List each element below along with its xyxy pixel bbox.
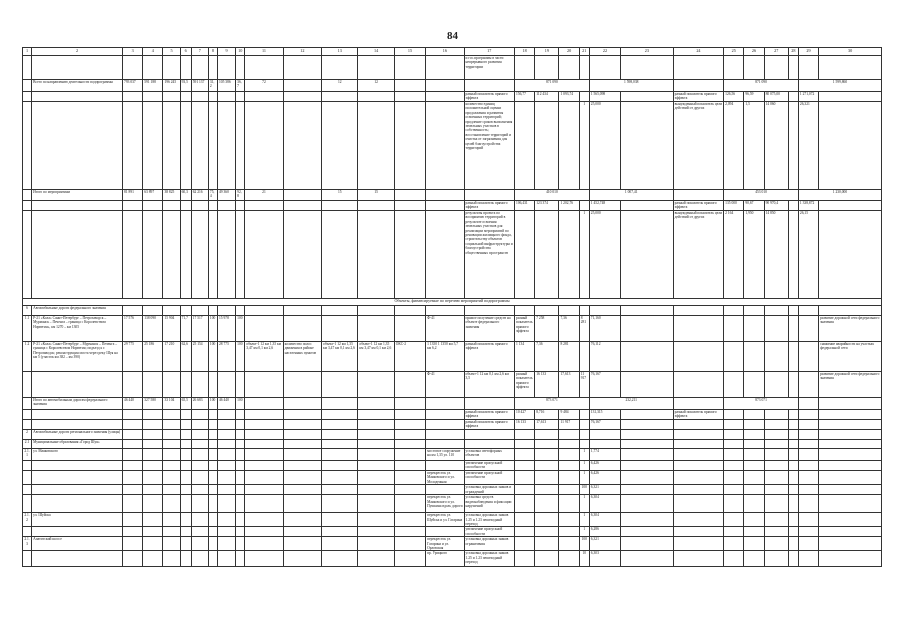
table-cell: ОКС-2 <box>394 342 425 372</box>
table-cell: 126,56 <box>724 92 744 102</box>
table-cell: 2 164 <box>724 211 744 299</box>
table-cell: 16 133 <box>515 420 535 430</box>
header-cell: 9 <box>217 48 235 56</box>
header-cell: 12 <box>283 48 321 56</box>
table-cell: 410 010 <box>515 190 590 201</box>
table-cell: 1.1 <box>23 316 32 342</box>
table-cell: 105 386 <box>217 80 235 92</box>
table-cell: 26,15 <box>798 211 818 299</box>
table-row <box>23 201 882 211</box>
table-cell: 196 245 <box>163 80 180 92</box>
table-cell: Всего по направлению деятельности подпрограммы <box>32 80 123 92</box>
table-cell: 6 <box>23 306 32 316</box>
table-cell: 31,2 <box>208 80 217 92</box>
table-cell: 873 071 <box>724 398 799 410</box>
header-cell: 2 <box>32 48 123 56</box>
table-cell: 25 186 <box>143 342 163 372</box>
table-cell: ул. Шуйска <box>32 513 123 527</box>
header-cell: 29 <box>798 48 818 56</box>
table-cell: Автомобильные дороги регионального значения (улицы) <box>32 430 123 440</box>
table-cell: 2.1 <box>23 440 32 449</box>
table-row <box>23 551 882 567</box>
table-cell: 6,304 <box>589 513 620 527</box>
table-row <box>23 471 882 485</box>
table-cell: 2.1.1 <box>23 449 32 461</box>
table-cell: разный показатель прямого эффекта <box>673 201 724 211</box>
table-cell: 100 <box>208 342 217 372</box>
data-table <box>22 47 882 567</box>
table-cell: разный показатель прямого эффекта <box>464 342 515 372</box>
table-cell: 1 <box>579 495 589 513</box>
table-cell: 28 775 <box>217 342 235 372</box>
header-cell: 30 <box>819 48 882 56</box>
table-cell: 100 <box>208 316 217 342</box>
table-cell: 25,000 <box>589 102 620 190</box>
header-cell: 5 <box>163 48 180 56</box>
table-cell: 17,613 <box>559 372 579 398</box>
header-cell: 21 <box>579 48 589 56</box>
table-cell: 93,5 <box>180 80 191 92</box>
table-cell: 14 060 <box>764 102 788 190</box>
table-cell: 92,8 <box>236 190 245 201</box>
table-cell: перекресток ул. Маяковского и ул. Пушкина вдоль дороги <box>426 495 464 513</box>
table-row <box>23 537 882 551</box>
table-cell: 71,7 <box>180 316 191 342</box>
table-cell: вынужденный показатель цели действий от других <box>673 211 724 299</box>
table-cell: 327 580 <box>143 398 163 410</box>
header-cell: 11 <box>245 48 283 56</box>
table-cell: 7,36 <box>559 316 579 342</box>
table-cell: 1 202,76 <box>559 201 579 211</box>
header-cell: 15 <box>394 48 425 56</box>
table-cell: 2,094 <box>724 102 744 190</box>
table-cell: 873 071 <box>515 398 590 410</box>
table-cell: снижение аварийности на участках федеральной сети <box>819 342 882 372</box>
table-cell: 2.1.2 <box>23 513 32 527</box>
table-cell: 8,716 <box>535 410 559 420</box>
table-cell: количество единиц положительной оценки продолжения и развития освоенных территорий; продление сроков выполнения земельных участков в собственность; восстановление территорий и очистка от загрязнения для целей благоустройства территорий <box>464 102 515 190</box>
header-cell: 10 <box>236 48 245 56</box>
table-cell: 62 216 <box>191 190 208 201</box>
table-cell: 1 <box>579 471 589 485</box>
section-heading: Объекты, финансируемые по перечню мероприятий подпрограммы <box>23 299 882 306</box>
table-cell: 60,3 <box>180 190 191 201</box>
table-cell: 100 <box>236 398 245 410</box>
table-cell: 8 281 <box>559 342 579 372</box>
table-cell: 6,321 <box>589 485 620 495</box>
table-cell: ул. Маяковского <box>32 449 123 461</box>
table-cell: установка дорожных знаков ограничения <box>464 537 515 551</box>
table-cell: 7 258 <box>535 316 559 342</box>
table-row <box>23 440 882 449</box>
table-cell: 17,613 <box>535 420 559 430</box>
table-cell: 7,36 <box>535 342 559 372</box>
table-cell: 591 137 <box>191 80 208 92</box>
header-cell: 23 <box>621 48 674 56</box>
table-cell: 1,950 <box>744 211 764 299</box>
table-cell: Итого по мероприятиям <box>32 190 123 201</box>
table-cell: 63 897 <box>143 190 163 201</box>
table-cell: 871 090 <box>724 80 799 92</box>
table-cell: установка светофорных объектов <box>464 449 515 461</box>
table-cell: установка средств видеонаблюдения и фиксации нарушений <box>464 495 515 513</box>
table-cell: 138 090 <box>143 316 163 342</box>
table-cell: 6,426 <box>589 471 620 485</box>
table-cell: увеличение пропускной способности <box>464 461 515 471</box>
table-cell: 6,321 <box>589 537 620 551</box>
table-cell: 591 188 <box>143 80 163 92</box>
table-cell: 232,211 <box>589 398 673 410</box>
table-cell: увеличение пропускной способности <box>464 527 515 537</box>
table-cell: 49 360 <box>217 190 235 201</box>
table-cell: перекресток ул. Маяковского и ул. Молодежная <box>426 471 464 485</box>
table-cell: Ф-41 <box>426 316 464 342</box>
section-row <box>23 299 882 306</box>
table-cell: 46 440 <box>123 398 143 410</box>
table-cell: 1 <box>579 461 589 471</box>
table-cell: 1 <box>579 449 589 461</box>
table-cell: 81 891 <box>123 190 143 201</box>
table-cell: количество полос движения в районе населенных пунктов <box>283 342 321 372</box>
table-row <box>23 92 882 102</box>
table-cell: и гос.программы в части непрерывного развития территории <box>464 56 515 80</box>
table-cell: объект-1 12 км 0,1 км 2,6 км 3,5 <box>464 372 515 398</box>
header-cell: 4 <box>143 48 163 56</box>
table-row <box>23 461 882 471</box>
table-cell: 26,321 <box>798 102 818 190</box>
page-number: 84 <box>447 30 458 42</box>
table-cell: разный показатель прямого эффекта <box>464 420 515 430</box>
table-cell: Р-21 «Кола» Санкт-Петербург – Мурманск – Печенга – граница с Королевством Норвегия; подъезд к г. Петрозаводск; реконструкция моста через реку Шуя на км 5 (участок км 382 – км 390) <box>32 342 123 372</box>
table-cell: 1 093,74 <box>559 92 579 102</box>
header-cell: 16 <box>426 48 464 56</box>
table-row <box>23 211 882 299</box>
table-cell: 71,160 <box>589 316 620 342</box>
table-cell: 106,431 <box>515 201 535 211</box>
table-cell: 1 565,098 <box>589 92 620 102</box>
table-cell: 10 <box>579 551 589 567</box>
table-cell: 156,77 <box>515 92 535 102</box>
table-row <box>23 56 882 80</box>
table-cell: 100 <box>579 537 589 551</box>
header-cell: 6 <box>180 48 191 56</box>
table-cell: перекресток ул. Шуйска и ул. Гагарина <box>426 513 464 527</box>
table-cell: 1 134 <box>515 342 535 372</box>
table-cell: 123 374 <box>535 201 559 211</box>
table-cell: 12 <box>358 80 394 92</box>
table-cell: 6,426 <box>589 461 620 471</box>
table-cell: 1 598,038 <box>589 80 673 92</box>
table-cell: разный показатель прямого эффекта <box>673 92 724 102</box>
table-row <box>23 527 882 537</box>
table-cell: 1 <box>579 211 589 299</box>
table-cell: 75,4 <box>208 190 217 201</box>
table-cell: 1,774 <box>589 449 620 461</box>
table-cell: 1,5 <box>744 102 764 190</box>
table-cell: перекресток ул. Гагарина и ул. Орловская <box>426 537 464 551</box>
table-cell: 1 230,000 <box>798 190 881 201</box>
table-cell: 100 <box>236 316 245 342</box>
table-cell: 2 <box>23 430 32 440</box>
table-cell: 76,112 <box>589 342 620 372</box>
table-cell: 6,303 <box>589 551 620 567</box>
table-cell: 1 599,860 <box>798 80 881 92</box>
header-cell: 22 <box>589 48 620 56</box>
table-cell: 100 <box>236 342 245 372</box>
table-cell: 29 775 <box>123 342 143 372</box>
table-cell: 17 517 <box>191 316 208 342</box>
table-cell: 2.1.3 <box>23 537 32 551</box>
table-cell: вынужденный показатель цели действий от других <box>673 102 724 190</box>
table-cell: 15 904 <box>163 316 180 342</box>
table-cell: 112 434 <box>535 92 559 102</box>
header-cell: 7 <box>191 48 208 56</box>
table-cell: установка дорожных знаков 1.25 и 1.23 пешеходный переход <box>464 551 515 567</box>
table-cell: 36,7 <box>236 80 245 92</box>
table-cell: развитие дорожной сети федерального значения <box>819 372 882 398</box>
table-cell: разный показатель прямого эффекта <box>464 410 515 420</box>
table-cell: 76,167 <box>589 420 620 430</box>
table-cell: 76,167 <box>589 372 620 398</box>
table-cell: 96,59 <box>744 92 764 102</box>
table-cell: Апатитский шоссе <box>32 537 123 551</box>
table-row <box>23 430 882 440</box>
header-cell: 19 <box>535 48 559 56</box>
table-cell: пр. Урицкого <box>426 551 464 567</box>
table-row <box>23 342 882 372</box>
table-row <box>23 316 882 342</box>
table-row <box>23 398 882 410</box>
table-cell: 25,000 <box>589 211 620 299</box>
table-cell: Автомобильные дороги федерального значения <box>32 306 123 316</box>
table-cell: 46 440 <box>217 398 235 410</box>
table-cell: 17 576 <box>123 316 143 342</box>
header-cell: 1 <box>23 48 32 56</box>
table-cell: 26 683 <box>191 398 208 410</box>
table-cell: 871 090 <box>515 80 590 92</box>
header-cell: 28 <box>788 48 798 56</box>
table-cell: 131,315 <box>589 410 620 420</box>
table-cell: Муниципальные образования «Город Шуя» <box>32 440 123 449</box>
table-cell: Р-21 «Кола» Санкт-Петербург – Петрозаводск – Мурманск – Печенга – граница с Королевством Норвегия», км 1270 – км 1305 <box>32 316 123 342</box>
table-cell: 1 <box>579 527 589 537</box>
table-cell: 72 <box>245 80 283 92</box>
table-cell: прямое получение средств на объекте федерального значения <box>464 316 515 342</box>
table-cell: 21 <box>245 190 283 201</box>
table-cell: 1 007,41 <box>589 190 673 201</box>
table-cell: объект-1 12 км 1,35 км 3,47 км 0,1 км 2,6 <box>245 342 283 372</box>
table-cell: Ф-41 <box>426 372 464 398</box>
table-cell: 15 <box>322 190 358 201</box>
table-row <box>23 306 882 316</box>
table-cell: разный показатель прямого эффекта <box>673 410 724 420</box>
table-row <box>23 102 882 190</box>
table-cell: 135 000 <box>724 201 744 211</box>
header-row <box>23 48 882 56</box>
table-cell: 16 133 <box>535 372 559 398</box>
header-cell: 24 <box>673 48 724 56</box>
header-cell: 14 <box>358 48 394 56</box>
table-cell: 8 281 <box>579 316 589 342</box>
header-cell: 3 <box>123 48 143 56</box>
table-cell: объект-1 12 км 1,35 км 3,47 км 0,1 км 2,6 <box>322 342 358 372</box>
table-cell: 17 210 <box>163 342 180 372</box>
table-cell: установка дорожных знаков 1.25 и 1.23 пешеходный переход <box>464 513 515 527</box>
table-cell: разный показатель прямого эффекта <box>464 201 515 211</box>
table-cell: 6,286 <box>589 527 620 537</box>
table-cell: 1 <box>579 102 589 190</box>
table-cell: разный показатель прямого эффекта <box>515 316 535 342</box>
table-cell: разный показатель прямого эффекта <box>464 92 515 102</box>
header-cell: 8 <box>208 48 217 56</box>
table-cell: 453 010 <box>724 190 799 201</box>
table-cell: установка дорожных знаков и ограждений <box>464 485 515 495</box>
table-cell: 80 075,00 <box>764 92 788 102</box>
table-cell: результаты проекта по восприятию территорий в результате освоения земельных участков для реализации мероприятий по реновации жилищного фонда, строительству объектов социальной инфраструктуры и благоустройства общественных пространств <box>464 211 515 299</box>
table-row <box>23 190 882 201</box>
table-cell: 100 <box>208 398 217 410</box>
table-cell: 1 <box>579 513 589 527</box>
table-row <box>23 80 882 92</box>
table-cell: 1.2 <box>23 342 32 372</box>
table-cell: 6,304 <box>589 495 620 513</box>
table-cell: разный показатель прямого эффекта <box>515 372 535 398</box>
table-row <box>23 495 882 513</box>
table-cell: 25 154 <box>191 342 208 372</box>
table-row <box>23 420 882 430</box>
table-cell: 90,67 <box>744 201 764 211</box>
header-cell: 27 <box>764 48 788 56</box>
table-cell: увеличение пропускной способности <box>464 471 515 485</box>
table-cell: 33 104 <box>163 398 180 410</box>
table-cell: 15 978 <box>217 316 235 342</box>
table-cell: 10 427 <box>515 410 535 420</box>
table-cell: 65,5 <box>180 398 191 410</box>
header-cell: 26 <box>744 48 764 56</box>
table-cell: Итого по автомобильным дорогам федерального значения <box>32 398 123 410</box>
table-cell: 1 338,872 <box>798 201 818 211</box>
table-row <box>23 410 882 420</box>
header-cell: 13 <box>322 48 358 56</box>
table-row <box>23 485 882 495</box>
table-cell: 100 <box>579 485 589 495</box>
table-cell: 1 452,748 <box>589 201 620 211</box>
table-cell: 11 917 <box>559 420 579 430</box>
table-cell: 38 825 <box>163 190 180 201</box>
table-cell: 1 271,072 <box>798 92 818 102</box>
table-cell: 11 917 <box>579 372 589 398</box>
header-cell: 20 <box>559 48 579 56</box>
table-cell: 9 484 <box>559 410 579 420</box>
table-row <box>23 372 882 398</box>
table-cell: 15 <box>358 190 394 201</box>
table-cell: объект-1 12 км 1,35 км 3,47 км 0,1 км 2,6 <box>358 342 394 372</box>
header-cell: 18 <box>515 48 535 56</box>
table-cell: 793 037 <box>123 80 143 92</box>
header-cell: 25 <box>724 48 744 56</box>
table-cell: 14 850 <box>764 211 788 299</box>
table-cell: 90 970,4 <box>764 201 788 211</box>
table-cell: мостовое сооружение на км 1,35 ул. 110 <box>426 449 464 461</box>
table-row <box>23 449 882 461</box>
table-cell: развитие дорожной сети федерального значения <box>819 316 882 342</box>
table-cell: 1 1350 1 1350 км 5,7 км 6,2 <box>426 342 464 372</box>
table-cell: 12 <box>322 80 358 92</box>
table-cell: 62,6 <box>180 342 191 372</box>
table-row <box>23 513 882 527</box>
header-cell: 17 <box>464 48 515 56</box>
